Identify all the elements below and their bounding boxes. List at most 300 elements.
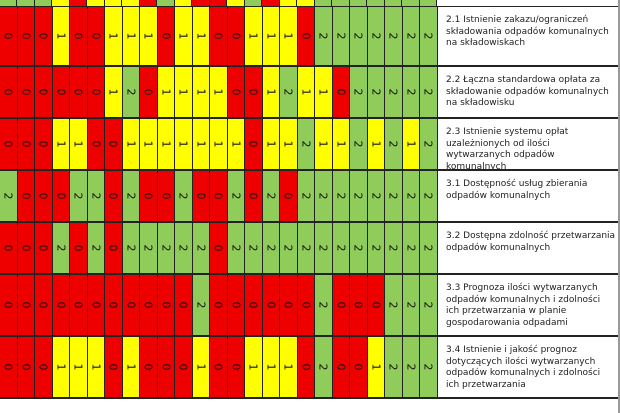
score-cell xyxy=(228,119,246,169)
score-cell xyxy=(385,337,403,397)
score-cell xyxy=(193,119,211,169)
score-cell xyxy=(228,275,246,335)
score-value: 2 xyxy=(404,244,418,252)
score-cell xyxy=(193,67,211,117)
score-value: 0 xyxy=(246,301,260,309)
score-value: 2 xyxy=(386,244,400,252)
score-value: 2 xyxy=(316,301,330,309)
score-cell xyxy=(70,67,88,117)
table-row xyxy=(0,275,437,337)
score-cell xyxy=(420,67,438,117)
score-cell xyxy=(350,337,368,397)
score-cell xyxy=(403,337,421,397)
score-value: 1 xyxy=(299,88,313,96)
score-cell xyxy=(70,337,88,397)
score-value: 1 xyxy=(176,88,190,96)
score-value: 1 xyxy=(194,32,208,40)
score-cell xyxy=(350,171,368,221)
score-cell xyxy=(228,337,246,397)
score-cell xyxy=(385,119,403,169)
score-cell xyxy=(0,67,18,117)
score-grid xyxy=(0,6,437,399)
score-cell xyxy=(315,7,333,65)
score-cell xyxy=(105,223,123,273)
criterion-label: 2.1 Istnienie zakazu/ograniczeń składowania odpadów komunalnych na składowiskach xyxy=(437,7,620,67)
score-cell xyxy=(420,223,438,273)
score-cell xyxy=(123,7,141,65)
criterion-label: 3.4 Istnienie i jakość prognoz dotyczących ilości wytwarzanych odpadów komunalnych i zdolności ich przetwarzania xyxy=(437,337,620,399)
score-cell xyxy=(210,275,228,335)
criterion-label: 3.1 Dostępność usług zbierania odpadów komunalnych xyxy=(437,171,620,223)
score-cell xyxy=(105,275,123,335)
score-cell xyxy=(315,119,333,169)
score-cell xyxy=(193,275,211,335)
score-value: 0 xyxy=(36,32,50,40)
score-value: 0 xyxy=(106,192,120,200)
score-value: 0 xyxy=(36,140,50,148)
score-value: 0 xyxy=(159,32,173,40)
score-value: 2 xyxy=(159,244,173,252)
score-value: 0 xyxy=(106,301,120,309)
score-value: 1 xyxy=(89,363,103,371)
score-cell xyxy=(298,223,316,273)
score-value: 0 xyxy=(19,88,33,96)
score-value: 1 xyxy=(281,363,295,371)
score-cell xyxy=(385,275,403,335)
score-value: 0 xyxy=(299,301,313,309)
score-cell xyxy=(123,275,141,335)
score-cell xyxy=(403,67,421,117)
score-cell xyxy=(193,171,211,221)
score-cell xyxy=(123,223,141,273)
score-cell xyxy=(245,171,263,221)
score-cell xyxy=(228,67,246,117)
score-cell xyxy=(105,171,123,221)
score-cell xyxy=(140,119,158,169)
score-cell xyxy=(0,171,18,221)
score-value: 2 xyxy=(404,32,418,40)
score-cell xyxy=(280,7,298,65)
score-cell xyxy=(175,171,193,221)
score-cell xyxy=(385,67,403,117)
score-value: 0 xyxy=(19,244,33,252)
score-cell xyxy=(35,67,53,117)
score-cell xyxy=(403,223,421,273)
score-value: 1 xyxy=(264,32,278,40)
score-cell xyxy=(0,275,18,335)
score-cell xyxy=(70,171,88,221)
score-value: 2 xyxy=(421,301,435,309)
table-row xyxy=(0,119,437,171)
score-cell xyxy=(333,171,351,221)
score-value: 2 xyxy=(369,32,383,40)
score-value: 1 xyxy=(246,32,260,40)
score-cell xyxy=(140,337,158,397)
score-value: 1 xyxy=(106,88,120,96)
score-value: 1 xyxy=(159,88,173,96)
score-cell xyxy=(333,275,351,335)
score-value: 1 xyxy=(229,140,243,148)
score-value: 0 xyxy=(211,363,225,371)
score-value: 2 xyxy=(351,192,365,200)
score-cell xyxy=(385,171,403,221)
score-value: 0 xyxy=(106,363,120,371)
score-value: 2 xyxy=(264,244,278,252)
score-value: 0 xyxy=(1,363,15,371)
score-cell xyxy=(333,67,351,117)
score-cell xyxy=(350,119,368,169)
score-cell xyxy=(315,337,333,397)
score-value: 0 xyxy=(19,301,33,309)
score-value: 0 xyxy=(54,301,68,309)
score-cell xyxy=(350,275,368,335)
score-value: 0 xyxy=(211,244,225,252)
score-value: 1 xyxy=(211,140,225,148)
score-value: 2 xyxy=(421,363,435,371)
score-cell xyxy=(245,119,263,169)
score-cell xyxy=(210,67,228,117)
score-cell xyxy=(140,275,158,335)
score-cell xyxy=(333,7,351,65)
score-cell xyxy=(123,67,141,117)
score-value: 2 xyxy=(281,244,295,252)
score-cell xyxy=(88,337,106,397)
score-cell xyxy=(403,275,421,335)
score-value: 1 xyxy=(159,140,173,148)
score-value: 2 xyxy=(124,244,138,252)
score-value: 2 xyxy=(124,88,138,96)
score-value: 0 xyxy=(246,192,260,200)
score-value: 0 xyxy=(211,32,225,40)
score-cell xyxy=(0,7,18,65)
score-value: 1 xyxy=(281,140,295,148)
score-value: 2 xyxy=(316,192,330,200)
score-value: 0 xyxy=(246,140,260,148)
score-value: 0 xyxy=(351,363,365,371)
score-cell xyxy=(193,337,211,397)
score-value: 1 xyxy=(71,363,85,371)
score-value: 1 xyxy=(334,140,348,148)
score-cell xyxy=(105,119,123,169)
score-value: 2 xyxy=(54,244,68,252)
score-cell xyxy=(315,223,333,273)
score-value: 2 xyxy=(124,192,138,200)
score-value: 0 xyxy=(1,32,15,40)
score-value: 0 xyxy=(1,88,15,96)
score-cell xyxy=(53,275,71,335)
score-value: 0 xyxy=(246,88,260,96)
score-value: 1 xyxy=(176,140,190,148)
table-row xyxy=(0,67,437,119)
score-value: 2 xyxy=(299,192,313,200)
score-cell xyxy=(70,223,88,273)
score-cell xyxy=(298,7,316,65)
score-value: 0 xyxy=(124,301,138,309)
table-row xyxy=(0,337,437,399)
score-value: 0 xyxy=(369,301,383,309)
score-cell xyxy=(70,275,88,335)
score-cell xyxy=(53,67,71,117)
score-value: 0 xyxy=(141,301,155,309)
score-value: 1 xyxy=(316,88,330,96)
score-cell xyxy=(228,171,246,221)
score-value: 1 xyxy=(194,140,208,148)
score-cell xyxy=(368,337,386,397)
score-value: 2 xyxy=(316,32,330,40)
score-value: 1 xyxy=(71,140,85,148)
score-cell xyxy=(18,337,36,397)
score-cell xyxy=(263,67,281,117)
score-value: 2 xyxy=(299,140,313,148)
score-value: 0 xyxy=(281,192,295,200)
score-cell xyxy=(88,275,106,335)
score-cell xyxy=(88,67,106,117)
score-cell xyxy=(53,223,71,273)
score-cell xyxy=(175,67,193,117)
score-value: 2 xyxy=(89,244,103,252)
score-value: 0 xyxy=(281,301,295,309)
score-cell xyxy=(88,223,106,273)
score-cell xyxy=(158,223,176,273)
score-value: 0 xyxy=(71,244,85,252)
score-value: 2 xyxy=(71,192,85,200)
score-cell xyxy=(280,223,298,273)
score-cell xyxy=(420,337,438,397)
score-value: 2 xyxy=(369,192,383,200)
score-value: 2 xyxy=(316,363,330,371)
score-value: 0 xyxy=(36,301,50,309)
score-value: 1 xyxy=(124,140,138,148)
score-cell xyxy=(210,171,228,221)
score-cell xyxy=(175,275,193,335)
score-cell xyxy=(350,7,368,65)
score-cell xyxy=(18,275,36,335)
score-cell xyxy=(158,119,176,169)
score-value: 0 xyxy=(36,363,50,371)
score-cell xyxy=(403,119,421,169)
score-cell xyxy=(228,7,246,65)
score-value: 1 xyxy=(264,363,278,371)
score-cell xyxy=(350,67,368,117)
criterion-label: 2.3 Istnienie systemu opłat uzależnionych od ilości wytwarzanych odpadów komunalnych xyxy=(437,119,620,171)
table-row xyxy=(0,223,437,275)
score-cell xyxy=(210,337,228,397)
score-cell xyxy=(175,7,193,65)
score-cell xyxy=(263,119,281,169)
score-cell xyxy=(228,223,246,273)
score-value: 2 xyxy=(351,88,365,96)
score-cell xyxy=(245,223,263,273)
score-value: 0 xyxy=(54,192,68,200)
score-value: 1 xyxy=(141,32,155,40)
score-cell xyxy=(350,223,368,273)
score-value: 2 xyxy=(334,192,348,200)
score-cell xyxy=(245,275,263,335)
score-value: 2 xyxy=(404,88,418,96)
score-value: 2 xyxy=(421,140,435,148)
score-cell xyxy=(298,275,316,335)
score-value: 0 xyxy=(159,363,173,371)
score-cell xyxy=(368,275,386,335)
score-value: 1 xyxy=(211,88,225,96)
score-cell xyxy=(53,7,71,65)
score-cell xyxy=(210,119,228,169)
score-cell xyxy=(193,7,211,65)
score-value: 0 xyxy=(176,301,190,309)
score-value: 2 xyxy=(421,192,435,200)
score-value: 2 xyxy=(89,192,103,200)
score-cell xyxy=(18,171,36,221)
score-cell xyxy=(123,337,141,397)
score-cell xyxy=(70,119,88,169)
score-cell xyxy=(0,223,18,273)
score-cell xyxy=(263,7,281,65)
score-value: 2 xyxy=(264,192,278,200)
score-cell xyxy=(280,275,298,335)
score-cell xyxy=(140,7,158,65)
score-cell xyxy=(158,275,176,335)
score-value: 0 xyxy=(36,88,50,96)
score-cell xyxy=(123,171,141,221)
score-value: 0 xyxy=(89,88,103,96)
score-cell xyxy=(140,223,158,273)
score-value: 0 xyxy=(299,363,313,371)
score-cell xyxy=(158,171,176,221)
score-value: 0 xyxy=(229,363,243,371)
score-value: 2 xyxy=(229,192,243,200)
score-value: 2 xyxy=(194,244,208,252)
score-cell xyxy=(298,337,316,397)
score-cell xyxy=(280,67,298,117)
score-value: 0 xyxy=(89,140,103,148)
score-value: 1 xyxy=(369,140,383,148)
score-cell xyxy=(123,119,141,169)
score-value: 0 xyxy=(211,301,225,309)
score-cell xyxy=(210,223,228,273)
score-value: 1 xyxy=(54,32,68,40)
score-value: 2 xyxy=(176,244,190,252)
score-value: 1 xyxy=(124,363,138,371)
score-value: 0 xyxy=(141,88,155,96)
score-cell xyxy=(105,67,123,117)
score-value: 0 xyxy=(36,192,50,200)
score-value: 0 xyxy=(194,192,208,200)
score-cell xyxy=(105,7,123,65)
criterion-label: 3.2 Dostępna zdolność przetwarzania odpadów komunalnych xyxy=(437,223,620,275)
score-value: 0 xyxy=(264,301,278,309)
score-cell xyxy=(140,67,158,117)
score-cell xyxy=(53,171,71,221)
score-value: 0 xyxy=(89,32,103,40)
score-cell xyxy=(0,337,18,397)
score-value: 2 xyxy=(351,32,365,40)
score-value: 1 xyxy=(54,140,68,148)
score-value: 2 xyxy=(421,244,435,252)
score-value: 0 xyxy=(334,88,348,96)
score-cell xyxy=(385,7,403,65)
score-value: 0 xyxy=(19,140,33,148)
score-cell xyxy=(368,171,386,221)
score-cell xyxy=(368,7,386,65)
score-cell xyxy=(70,7,88,65)
score-cell xyxy=(420,7,438,65)
criterion-label: 2.2 Łączna standardowa opłata za składowanie odpadów komunalnych na składowisku xyxy=(437,67,620,119)
score-value: 0 xyxy=(106,140,120,148)
score-value: 0 xyxy=(71,301,85,309)
score-cell xyxy=(18,223,36,273)
score-value: 0 xyxy=(229,32,243,40)
score-value: 0 xyxy=(159,301,173,309)
score-value: 2 xyxy=(316,244,330,252)
score-value: 0 xyxy=(89,301,103,309)
score-value: 2 xyxy=(404,301,418,309)
score-cell xyxy=(403,171,421,221)
score-value: 2 xyxy=(386,363,400,371)
score-value: 1 xyxy=(54,363,68,371)
score-value: 0 xyxy=(176,363,190,371)
score-cell xyxy=(263,171,281,221)
score-cell xyxy=(315,275,333,335)
score-value: 1 xyxy=(369,363,383,371)
score-cell xyxy=(280,119,298,169)
score-cell xyxy=(298,171,316,221)
score-cell xyxy=(35,171,53,221)
score-cell xyxy=(35,119,53,169)
score-cell xyxy=(35,337,53,397)
score-cell xyxy=(245,337,263,397)
score-cell xyxy=(333,119,351,169)
table-row xyxy=(0,171,437,223)
score-value: 0 xyxy=(211,192,225,200)
score-value: 2 xyxy=(351,244,365,252)
score-cell xyxy=(35,275,53,335)
score-cell xyxy=(263,275,281,335)
score-value: 1 xyxy=(264,140,278,148)
score-value: 0 xyxy=(351,301,365,309)
score-value: 2 xyxy=(281,88,295,96)
score-value: 2 xyxy=(299,244,313,252)
score-cell xyxy=(420,275,438,335)
score-cell xyxy=(298,119,316,169)
score-cell xyxy=(88,119,106,169)
score-value: 0 xyxy=(54,88,68,96)
score-cell xyxy=(245,7,263,65)
score-cell xyxy=(158,7,176,65)
score-value: 2 xyxy=(1,192,15,200)
score-cell xyxy=(420,171,438,221)
score-cell xyxy=(298,67,316,117)
score-value: 0 xyxy=(1,140,15,148)
score-cell xyxy=(105,337,123,397)
score-value: 0 xyxy=(141,192,155,200)
score-value: 2 xyxy=(334,244,348,252)
score-cell xyxy=(280,171,298,221)
score-value: 0 xyxy=(299,32,313,40)
score-cell xyxy=(175,337,193,397)
score-value: 2 xyxy=(141,244,155,252)
score-cell xyxy=(420,119,438,169)
score-value: 2 xyxy=(246,244,260,252)
score-cell xyxy=(53,119,71,169)
score-value: 2 xyxy=(386,301,400,309)
score-value: 0 xyxy=(159,192,173,200)
score-cell xyxy=(175,119,193,169)
score-value: 1 xyxy=(404,140,418,148)
score-value: 0 xyxy=(229,88,243,96)
criterion-label: 3.3 Prognoza ilości wytwarzanych odpadów komunalnych i zdolności ich przetwarzania w planie gospodarowania odpadami xyxy=(437,275,620,337)
score-cell xyxy=(140,171,158,221)
score-value: 2 xyxy=(229,244,243,252)
